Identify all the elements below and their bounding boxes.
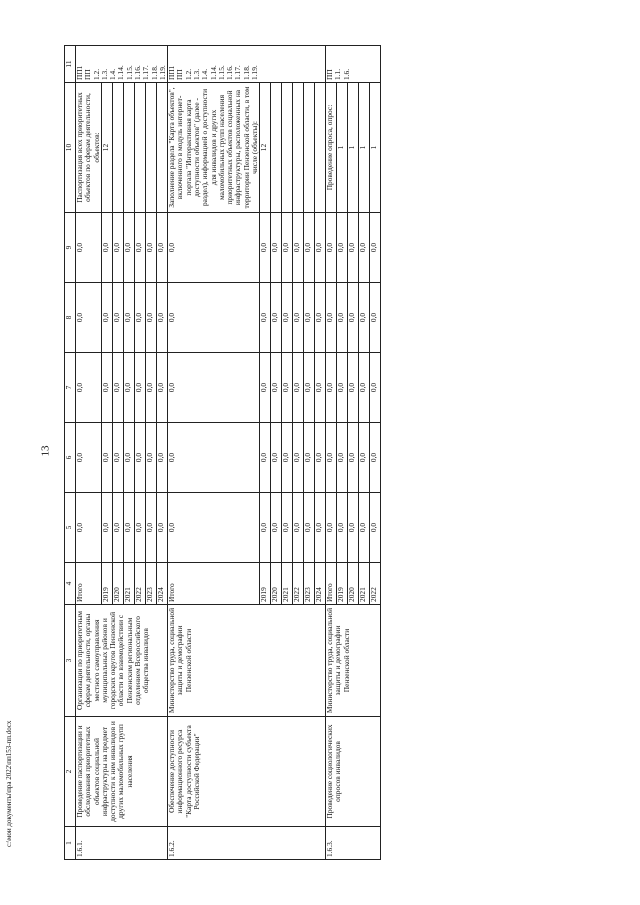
indicator-value [304,83,315,213]
funding-value: 0,0 [123,423,134,493]
funding-value: 0,0 [315,283,326,353]
year-cell: 2022 [134,563,145,605]
column-number: 6 [65,423,76,493]
page-number: 13 [39,445,52,457]
year-cell: 2019 [337,563,348,605]
table-body [65,46,381,860]
funding-value: 0,0 [282,213,293,283]
measure-executor: Министерство труда, социальной защиты и демографии Пензенской области [326,605,381,717]
year-cell: 2021 [282,563,293,605]
year-cell: Итого [76,563,102,605]
funding-value: 0,0 [304,283,315,353]
year-cell: 2019 [101,563,112,605]
funding-value: 0,0 [315,493,326,563]
indicator-value: 1 [370,83,381,213]
measure-name: Проведение социологических опросов инвалидов [326,717,381,827]
column-number: 7 [65,353,76,423]
year-cell: Итого [168,563,260,605]
funding-value: 0,0 [156,493,167,563]
rotated-page-content [64,46,576,860]
column-number: 9 [65,213,76,283]
measure-executor: Организации по приоритетным сферам деятельности, органы местного самоуправления муниципальных районов и городских округов Пензенской области во взаимодействии с Пензенским региональным отделением Всероссийского общества инвалидов [76,605,168,717]
year-cell: 2020 [112,563,123,605]
funding-value: 0,0 [134,353,145,423]
year-cell: 2020 [348,563,359,605]
funding-value: 0,0 [293,423,304,493]
year-cell: 2022 [293,563,304,605]
indicator-cell: Проведение опроса, опрос: [326,83,337,213]
funding-value: 0,0 [348,423,359,493]
funding-value: 0,0 [156,353,167,423]
funding-value: 0,0 [76,423,102,493]
measure-name: Проведение паспортизации и обследования приоритетных объектов социальной инфраструктуры на предмет доступности к ним инвалидов и других маломобильных групп населения [76,717,168,827]
funding-value: 0,0 [260,283,271,353]
codes-cell: ПП1 ПП 1.2. 1.3. 1.4. 1.14. 1.15. 1.16. 1.17. 1.18. 1.19. [168,46,326,83]
funding-value: 0,0 [168,493,260,563]
funding-value: 0,0 [315,213,326,283]
measure-row [326,46,337,860]
indicator-value [123,83,134,213]
funding-value: 0,0 [293,493,304,563]
header-row [65,46,76,860]
funding-value: 0,0 [76,353,102,423]
year-cell: 2020 [271,563,282,605]
funding-value: 0,0 [315,353,326,423]
funding-value: 0,0 [293,283,304,353]
funding-value: 0,0 [282,283,293,353]
funding-value: 0,0 [370,423,381,493]
column-number: 2 [65,717,76,827]
funding-value: 0,0 [370,213,381,283]
funding-value: 0,0 [293,353,304,423]
funding-value: 0,0 [348,283,359,353]
footer-file-path: c:\мои документы\пра 2022\пп153-пп.docx [5,720,13,847]
funding-value: 0,0 [293,213,304,283]
funding-value: 0,0 [271,353,282,423]
measure-executor: Министерство труда, социальной защиты и демографии Пензенской области [168,605,326,717]
funding-value: 0,0 [326,423,337,493]
funding-value: 0,0 [112,423,123,493]
funding-value: 0,0 [370,493,381,563]
indicator-cell: Заполнение раздела "Карта объектов", включенного в модуль интернет-портала "Интерактивная карта доступности объектов" (далее - раздел), информацией о доступности для инвалидов и других маломобильных групп населения приоритетных объектов социальной инфраструктуры, расположенных на территории Пензенской области, в том числе (объекты): [168,83,260,213]
funding-value: 0,0 [304,423,315,493]
funding-value: 0,0 [271,493,282,563]
funding-value: 0,0 [326,213,337,283]
year-cell: 2021 [359,563,370,605]
funding-value: 0,0 [101,283,112,353]
funding-value: 0,0 [145,213,156,283]
indicator-value [315,83,326,213]
funding-value: 0,0 [271,283,282,353]
funding-value: 0,0 [168,423,260,493]
funding-value: 0,0 [101,213,112,283]
codes-cell: ПП1 ПП 1.2. 1.3. 1.4. 1.14. 1.15. 1.16. 1.17. 1.18. 1.19. [76,46,168,83]
funding-value: 0,0 [359,493,370,563]
funding-value: 0,0 [123,283,134,353]
year-cell: 2024 [156,563,167,605]
funding-value: 0,0 [145,423,156,493]
funding-value: 0,0 [134,213,145,283]
indicator-value [156,83,167,213]
funding-value: 0,0 [304,213,315,283]
funding-value: 0,0 [168,353,260,423]
measure-number: 1.6.2. [168,827,326,860]
funding-value: 0,0 [370,283,381,353]
funding-value: 0,0 [337,493,348,563]
funding-value: 0,0 [370,353,381,423]
indicator-value [145,83,156,213]
funding-value: 0,0 [260,213,271,283]
funding-value: 0,0 [282,353,293,423]
year-cell: 2023 [145,563,156,605]
funding-value: 0,0 [101,353,112,423]
funding-value: 0,0 [315,423,326,493]
funding-value: 0,0 [348,353,359,423]
funding-value: 0,0 [359,353,370,423]
funding-value: 0,0 [134,493,145,563]
funding-value: 0,0 [112,283,123,353]
funding-value: 0,0 [348,493,359,563]
funding-value: 0,0 [337,353,348,423]
column-number: 3 [65,605,76,717]
funding-value: 0,0 [168,283,260,353]
funding-value: 0,0 [134,423,145,493]
column-number: 8 [65,283,76,353]
measure-number: 1.6.1. [76,827,168,860]
funding-value: 0,0 [348,213,359,283]
year-cell: 2022 [370,563,381,605]
indicator-value [293,83,304,213]
indicator-value: 12 [260,83,271,213]
year-cell: 2021 [123,563,134,605]
column-number: 4 [65,563,76,605]
funding-value: 0,0 [326,283,337,353]
funding-value: 0,0 [112,353,123,423]
measure-row [76,46,102,860]
year-cell: 2023 [304,563,315,605]
funding-value: 0,0 [112,493,123,563]
funding-value: 0,0 [101,423,112,493]
column-number: 11 [65,46,76,83]
year-cell: 2019 [260,563,271,605]
funding-value: 0,0 [156,283,167,353]
indicator-value: 1 [359,83,370,213]
funding-value: 0,0 [123,353,134,423]
measure-name: Обеспечение доступности информационного ресурса "Карта доступности субъекта Российской Федерации" [168,717,326,827]
funding-value: 0,0 [76,213,102,283]
indicator-cell: Паспортизация всех приоритетных объектов по сферам деятельности, объектов: [76,83,102,213]
funding-value: 0,0 [145,283,156,353]
funding-value: 0,0 [271,213,282,283]
funding-value: 0,0 [337,213,348,283]
indicator-value: 1 [337,83,348,213]
indicator-value [112,83,123,213]
funding-value: 0,0 [101,493,112,563]
funding-value: 0,0 [326,493,337,563]
funding-value: 0,0 [359,283,370,353]
funding-value: 0,0 [337,423,348,493]
funding-value: 0,0 [156,423,167,493]
funding-value: 0,0 [168,213,260,283]
year-cell: 2024 [315,563,326,605]
funding-value: 0,0 [112,213,123,283]
codes-cell: ПП 1.1. 1.6. [326,46,381,83]
indicator-value: 12 [101,83,112,213]
funding-value: 0,0 [156,213,167,283]
year-cell: Итого [326,563,337,605]
column-number: 1 [65,827,76,860]
funding-value: 0,0 [145,493,156,563]
measures-table [64,45,381,860]
column-number: 5 [65,493,76,563]
column-number: 10 [65,83,76,213]
indicator-value: 1 [348,83,359,213]
funding-value: 0,0 [359,213,370,283]
funding-value: 0,0 [326,353,337,423]
funding-value: 0,0 [337,283,348,353]
funding-value: 0,0 [260,493,271,563]
measure-number: 1.6.3. [326,827,381,860]
funding-value: 0,0 [282,423,293,493]
funding-value: 0,0 [76,283,102,353]
funding-value: 0,0 [304,353,315,423]
indicator-value [271,83,282,213]
funding-value: 0,0 [282,493,293,563]
indicator-value [134,83,145,213]
funding-value: 0,0 [271,423,282,493]
funding-value: 0,0 [260,423,271,493]
funding-value: 0,0 [134,283,145,353]
indicator-value [282,83,293,213]
funding-value: 0,0 [145,353,156,423]
funding-value: 0,0 [304,493,315,563]
funding-value: 0,0 [359,423,370,493]
measure-row [168,46,260,860]
funding-value: 0,0 [260,353,271,423]
funding-value: 0,0 [123,213,134,283]
funding-value: 0,0 [76,493,102,563]
funding-value: 0,0 [123,493,134,563]
